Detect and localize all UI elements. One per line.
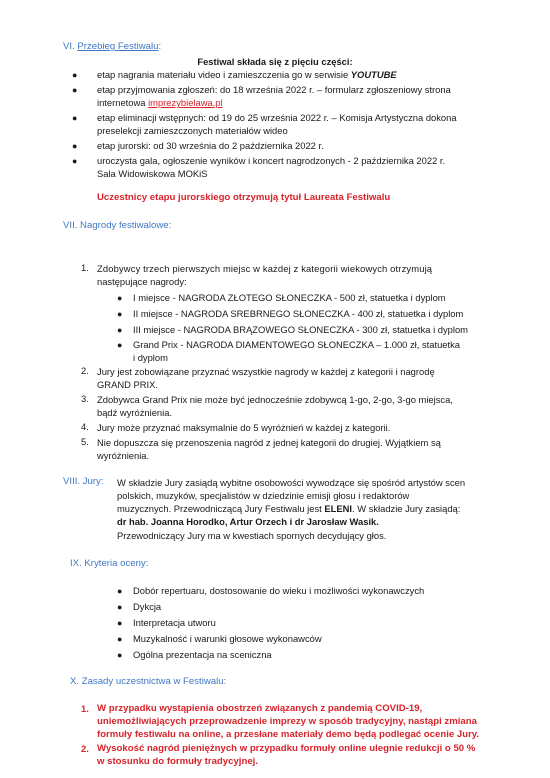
bullet-icon: ● [117, 602, 123, 612]
covid-rule-line3: formuły festiwalu na online, a przesłane materiały demo będą podlegać ocenie Jury. [97, 729, 480, 740]
criterion-diction: Dykcja [133, 601, 162, 612]
stage-jury: etap jurorski: od 30 września do 2 października 2022 r. [97, 140, 324, 151]
youtube-label: YOUTUBE [350, 69, 397, 80]
jury-casting-vote: Przewodniczący Jury ma w kwestiach spornych decydujący głos. [117, 530, 387, 541]
jury-description-line1: W składzie Jury zasiądą wybitne osobowości wywodzące się spośród artystów scen [117, 477, 466, 488]
prize-bronze: III miejsce - NAGRODA BRĄZOWEGO SŁONECZKA - 300 zł, statuetka i dyplom [133, 324, 468, 335]
jury-obligation-line2: GRAND PRIX. [97, 379, 158, 390]
bullet-icon: ● [117, 293, 123, 303]
honorable-mentions-rule: Jury może przyznać maksymalnie do 5 wyróżnień w każdej z kategorii. [97, 422, 391, 433]
prize-grand-prix-line1: Grand Prix - NAGRODA DIAMENTOWEGO SŁONECZKA – 1.000 zł, statuetka [133, 339, 461, 350]
stage-gala-line1: uroczysta gala, ogłoszenie wyników i koncert nagrodzonych - 2 października 2022 r. [97, 155, 446, 166]
bullet-icon: ● [117, 618, 123, 628]
criterion-repertoire: Dobór repertuaru, dostosowanie do wieku i możliwości wykonawczych [133, 585, 425, 596]
bullet-icon: ● [72, 85, 78, 95]
prize-silver: II miejsce - NAGRODA SREBRNEGO SŁONECZKA - 400 zł, statuetka i dyplom [133, 308, 464, 319]
list-number: 2. [81, 365, 89, 376]
prize-grand-prix-line2: i dyplom [133, 352, 168, 363]
stage-registration-line1: etap przyjmowania zgłoszeń: do 18 września 2022 r. – formularz zgłoszeniowy strona [97, 84, 451, 95]
list-number: 1. [81, 262, 89, 273]
list-number: 4. [81, 421, 89, 432]
section-vii-colon: : [168, 220, 172, 231]
list-number: 2. [81, 743, 89, 754]
section-x-heading: X. Zasady uczestnictwa w Festiwalu: [70, 676, 227, 687]
criterion-stage-presence: Ogólna prezentacja na sceniczna [133, 649, 272, 660]
no-transfer-rule-line1: Nie dopuszcza się przenoszenia nagród z jednej kategorii do drugiej. Wyjątkiem są [97, 437, 441, 448]
list-number: 1. [81, 703, 89, 714]
jury-description-line3 [117, 502, 460, 516]
jury-chair-text: muzycznych. Przewodniczącą Jury Festiwalu jest [117, 503, 325, 514]
covid-rule-line2: uniemożliwiających przeprowadzenie imprezy w sposób tradycyjny, nastąpi zmiana [97, 716, 477, 727]
laureate-notice: Uczestnicy etapu jurorskiego otrzymują tytuł Laureata Festiwalu [97, 192, 391, 203]
bullet-icon: ● [72, 113, 78, 123]
grand-prix-rule-line1: Zdobywca Grand Prix nie może być jednocześnie zdobywcą 1-go, 2-go, 3-go miejsca, [97, 394, 453, 405]
imprezybielawa-link[interactable]: imprezybielawa.pl [148, 97, 223, 108]
bullet-icon: ● [117, 309, 123, 319]
bullet-icon: ● [117, 650, 123, 660]
stage-registration-line2 [97, 96, 223, 110]
stage-registration-text: internetowa [97, 97, 149, 108]
section-vi-number: VI. [63, 41, 75, 52]
prize-winners-line2: następujące nagrody: [97, 276, 187, 287]
list-number: 3. [81, 393, 89, 404]
prize-gold: I miejsce - NAGRODA ZŁOTEGO SŁONECZKA - 500 zł, statuetka i dyplom [133, 292, 446, 303]
criterion-musicality: Muzykalność i warunki głosowe wykonawców [133, 633, 322, 644]
bullet-icon: ● [117, 634, 123, 644]
jury-obligation-line1: Jury jest zobowiązane przyznać wszystkie nagrody w każdej z kategorii i nagrodę [97, 366, 435, 377]
stage-gala-line2: Sala Widowiskowa MOKiS [97, 168, 208, 179]
jury-members-intro: . W składzie Jury zasiądą: [351, 503, 461, 514]
section-vi-colon: : [158, 41, 162, 52]
bullet-icon: ● [72, 70, 78, 80]
online-reduction-line2: w stosunku do formuły tradycyjnej. [97, 756, 258, 767]
jury-members: dr hab. Joanna Horodko, Artur Orzech i dr Jarosław Wasik. [117, 516, 379, 527]
bullet-icon: ● [72, 156, 78, 166]
stage-preselection-line1: etap eliminacji wstępnych: od 19 do 25 września 2022 r. – Komisja Artystyczna dokona [97, 112, 457, 123]
covid-rule-line1: W przypadku wystąpienia obostrzeń związanych z pandemią COVID-19, [97, 703, 423, 714]
section-vi-heading [63, 41, 161, 52]
stage-video-text: etap nagrania materiału video i zamieszczenia go w serwisie [97, 69, 351, 80]
bullet-icon: ● [117, 586, 123, 596]
bullet-icon: ● [117, 325, 123, 335]
no-transfer-rule-line2: wyróżnienia. [97, 450, 150, 461]
jury-description-line2: polskich, muzyków, specjalistów w dziedzinie emisji głosu i redaktorów [117, 490, 410, 501]
bullet-icon: ● [117, 340, 123, 350]
jury-chair-name: ELENI [324, 503, 352, 514]
grand-prix-rule-line2: bądź wyróżnienia. [97, 407, 173, 418]
section-vii-heading [63, 220, 171, 231]
section-vii-title: VII. Nagrody festiwalowe [63, 220, 169, 231]
criterion-interpretation: Interpretacja utworu [133, 617, 216, 628]
bullet-icon: ● [72, 141, 78, 151]
section-vi-title: Przebieg Festiwalu [77, 41, 159, 52]
list-number: 5. [81, 436, 89, 447]
online-reduction-line1: Wysokość nagród pieniężnych w przypadku formuły online ulegnie redukcji o 50 % [97, 743, 476, 754]
stage-video [97, 68, 397, 82]
prize-winners-line1: Zdobywcy trzech pierwszych miejsc w każdej z kategorii wiekowych otrzymują [97, 263, 433, 274]
festival-parts-intro: Festiwal składa się z pięciu części: [197, 56, 353, 67]
section-viii-heading: VIII. Jury: [63, 476, 104, 487]
stage-preselection-line2: preselekcji zamieszczonych materiałów wideo [97, 125, 288, 136]
section-ix-heading: IX. Kryteria oceny: [70, 558, 149, 569]
